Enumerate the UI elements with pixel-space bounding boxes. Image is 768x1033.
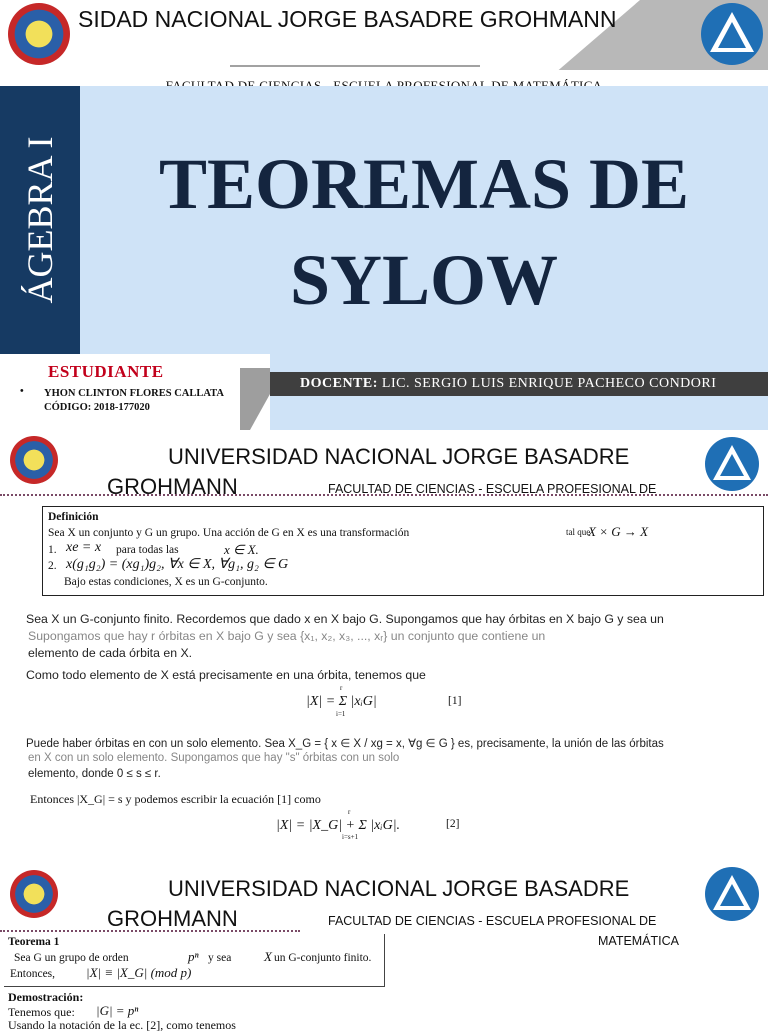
p2-line: Como todo elemento de X está precisamente en una órbita, tenemos que: [26, 668, 426, 682]
university-seal-icon: [10, 870, 58, 918]
p1-line3: elemento de cada órbita en X.: [28, 646, 193, 660]
theorem-line1b: y sea: [208, 952, 232, 964]
theorem-line2: Entonces,: [10, 968, 56, 980]
presentation-title: [80, 140, 768, 324]
def-item1-num: 1.: [48, 544, 57, 556]
school-triangle-badge-icon: [700, 2, 764, 66]
theorem-congruence: |X| ≡ |X_G| (mod p): [86, 965, 192, 980]
def-item2-math: x(g₁g₂) = (xg₁)g₂, ∀x ∈ X, ∀g₁, g₂ ∈ G: [66, 557, 289, 572]
definition-map: X × G → X: [588, 524, 649, 539]
eq1-sub: i=1: [336, 710, 346, 718]
eq2-sup: r: [348, 808, 351, 816]
student-name: YHON CLINTON FLORES CALLATA: [44, 388, 224, 399]
eq1-number: [1]: [448, 695, 462, 707]
demo-order: |G| = pⁿ: [96, 1003, 139, 1018]
theorem-slide: [0, 852, 768, 1032]
def-item1-math2: x ∈ X.: [224, 542, 259, 557]
student-code: CÓDIGO: 2018-177020: [44, 402, 150, 413]
university-title: SIDAD NACIONAL JORGE BASADRE GROHMANN: [78, 6, 617, 32]
equation-1: |X| = Σ |xᵢG|: [306, 694, 377, 709]
def-item1-text: para todas las: [116, 544, 179, 556]
university-seal-icon: [8, 3, 70, 65]
theorem-line1c: un G-conjunto finito.: [274, 952, 372, 964]
docente-label: DOCENTE:: [300, 376, 378, 391]
definition-slide: [0, 432, 768, 844]
slide2-university-line1: UNIVERSIDAD NACIONAL JORGE BASADRE: [168, 444, 630, 469]
title-line-2: SYLOW: [289, 240, 559, 320]
p3-line1: Puede haber órbitas en con un solo elemento. Sea X_G = { x ∈ X / xg = x, ∀g ∈ G } es, precisamente, la unión de las órbitas: [26, 738, 664, 750]
demo-title: Demostración:: [8, 990, 84, 1004]
p3-line3: elemento, donde 0 ≤ s ≤ r.: [28, 768, 161, 780]
slide2-faculty: FACULTAD DE CIENCIAS - ESCUELA PROFESIONAL DE: [328, 482, 657, 496]
definition-title: Definición: [48, 511, 99, 523]
course-name: ÁGEBRA I: [20, 136, 60, 304]
student-bullet: •: [20, 386, 24, 397]
p1-line1: Sea X un G-conjunto finito. Recordemos que dado x en X bajo G. Supongamos que hay órbitas en X bajo G y sea un: [26, 612, 664, 626]
eq2-number: [2]: [446, 818, 460, 830]
student-label: ESTUDIANTE: [48, 362, 164, 381]
docente-bar: [270, 372, 768, 396]
demo-line1: Tenemos que:: [8, 1005, 75, 1019]
p1-line2: Supongamos que hay r órbitas en X bajo G y sea {x₁, x₂, x₃, ..., xᵣ} un conjunto que contiene un: [28, 629, 546, 643]
slide2-divider: [0, 494, 768, 496]
p3-line2: en X con un solo elemento. Supongamos que hay "s" órbitas con un solo: [28, 752, 400, 764]
definition-line: Sea X un conjunto y G un grupo. Una acción de G en X es una transformación: [48, 527, 410, 539]
school-triangle-badge-icon: [704, 866, 760, 922]
slide3-university-line2: GROHMANN: [107, 906, 238, 931]
eq1-sup: r: [340, 684, 343, 692]
eq2-sub: i=s+1: [342, 833, 359, 841]
theorem-set: X: [264, 949, 272, 964]
theorem-order: pⁿ: [188, 949, 199, 964]
school-triangle-badge-icon: [704, 436, 760, 492]
demo-line2: Usando la notación de la ec. [2], como tenemos: [8, 1018, 236, 1032]
docente-name: LIC. SERGIO LUIS ENRIQUE PACHECO CONDORI: [377, 376, 717, 391]
title-line-1: TEOREMAS DE: [158, 144, 690, 224]
p4-line: Entonces |X_G| = s y podemos escribir la ecuación [1] como: [30, 792, 321, 806]
university-seal-icon: [10, 436, 58, 484]
slide3-university-line1: UNIVERSIDAD NACIONAL JORGE BASADRE: [168, 876, 630, 901]
definition-tal-que: tal que: [566, 527, 591, 537]
equation-2: |X| = |X_G| + Σ |xᵢG|.: [276, 818, 401, 833]
theorem-title: Teorema 1: [8, 936, 60, 948]
slide3-divider: [0, 930, 300, 932]
slide3-faculty-line1: FACULTAD DE CIENCIAS - ESCUELA PROFESIONAL DE: [328, 914, 657, 928]
slide3-faculty-line2: MATEMÁTICA: [598, 934, 680, 948]
def-item1-math: xe = x: [66, 540, 102, 555]
title-slide: [0, 0, 768, 430]
slide2-university-line2: GROHMANN: [107, 474, 238, 499]
def-condition: Bajo estas condiciones, X es un G-conjunto.: [64, 576, 268, 588]
theorem-line1: Sea G un grupo de orden: [14, 952, 129, 964]
def-item2-num: 2.: [48, 560, 57, 572]
